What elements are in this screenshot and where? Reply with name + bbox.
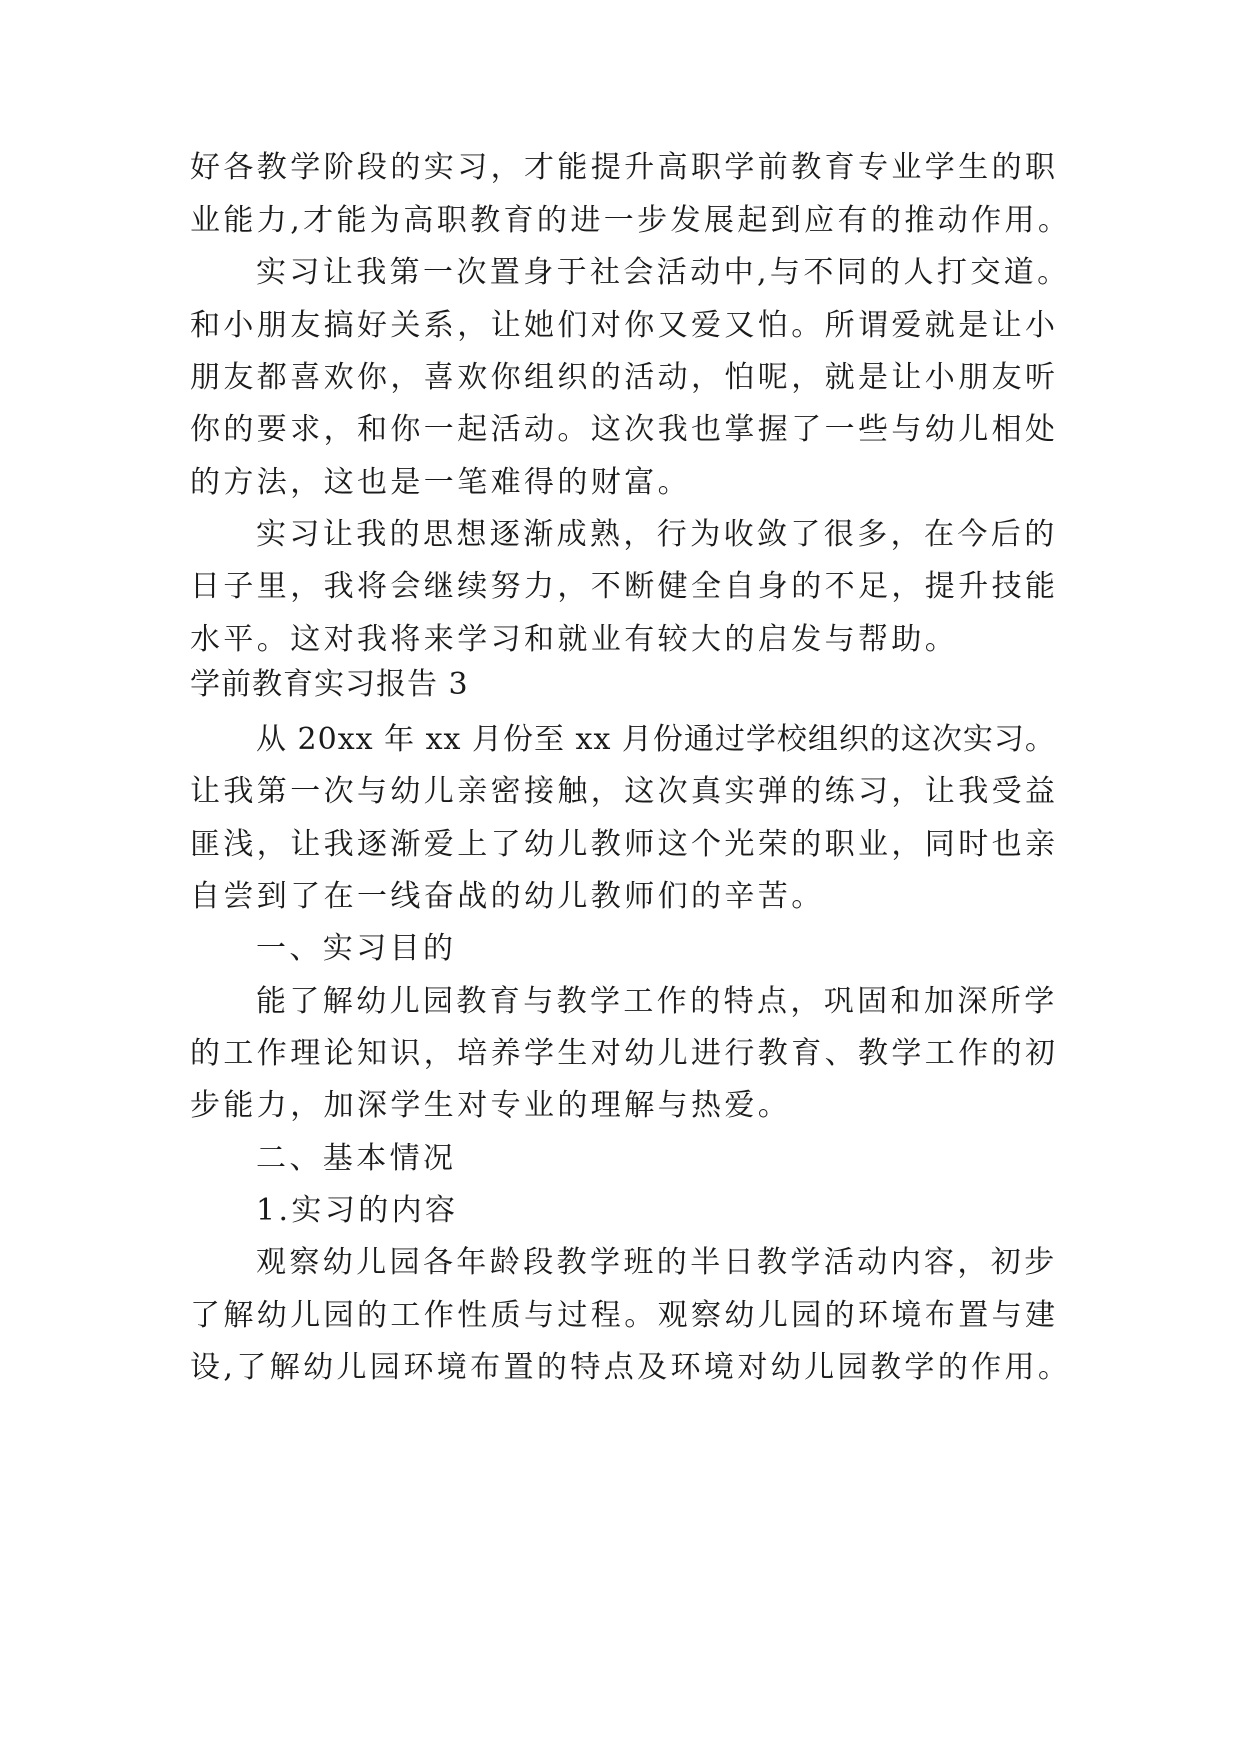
text-line: 好各教学阶段的实习，才能提升高职学前教育专业学生的职 [190, 150, 1059, 185]
text-line: 水平。这对我将来学习和就业有较大的启发与帮助。 [190, 622, 959, 657]
text-line: 让我第一次与幼儿亲密接触，这次真实弹的练习，让我受益 [190, 774, 1059, 809]
text-line: 匪浅，让我逐渐爱上了幼儿教师这个光荣的职业，同时也亲 [190, 827, 1059, 862]
heading-purpose: 一、实习目的 [256, 931, 457, 966]
paragraph-start: 观察幼儿园各年龄段教学班的半日教学活动内容，初步 [256, 1245, 1058, 1280]
text-line: 设,了解幼儿园环境布置的特点及环境对幼儿园教学的作用。 [190, 1350, 1072, 1385]
paragraph-start: 能了解幼儿园教育与教学工作的特点，巩固和加深所学 [256, 984, 1058, 1019]
text-line: 了解幼儿园的工作性质与过程。观察幼儿园的环境布置与建 [190, 1298, 1059, 1333]
text-line: 自尝到了在一线奋战的幼儿教师们的辛苦。 [190, 879, 825, 914]
text-line: 你的要求，和你一起活动。这次我也掌握了一些与幼儿相处 [190, 412, 1059, 447]
text-line: 的工作理论知识，培养学生对幼儿进行教育、教学工作的初 [190, 1036, 1059, 1071]
text-line: 的方法，这也是一笔难得的财富。 [190, 465, 691, 500]
text-line: 日子里，我将会继续努力，不断健全自身的不足，提升技能 [190, 569, 1059, 604]
paragraph-start: 实习让我第一次置身于社会活动中,与不同的人打交道。 [256, 255, 1071, 290]
section-title: 学前教育实习报告 3 [190, 667, 469, 702]
paragraph-start: 实习让我的思想逐渐成熟，行为收敛了很多，在今后的 [256, 517, 1058, 552]
paragraph-start: 从 20xx 年 xx 月份至 xx 月份通过学校组织的这次实习。 [256, 722, 1056, 757]
heading-basic-situation: 二、基本情况 [256, 1141, 457, 1176]
heading-internship-content: 1.实习的内容 [256, 1193, 459, 1228]
text-line: 朋友都喜欢你，喜欢你组织的活动，怕呢，就是让小朋友听 [190, 360, 1059, 395]
text-line: 和小朋友搞好关系，让她们对你又爱又怕。所谓爱就是让小 [190, 308, 1059, 343]
text-line: 业能力,才能为高职教育的进一步发展起到应有的推动作用。 [190, 203, 1072, 238]
text-line: 步能力，加深学生对专业的理解与热爱。 [190, 1088, 792, 1123]
